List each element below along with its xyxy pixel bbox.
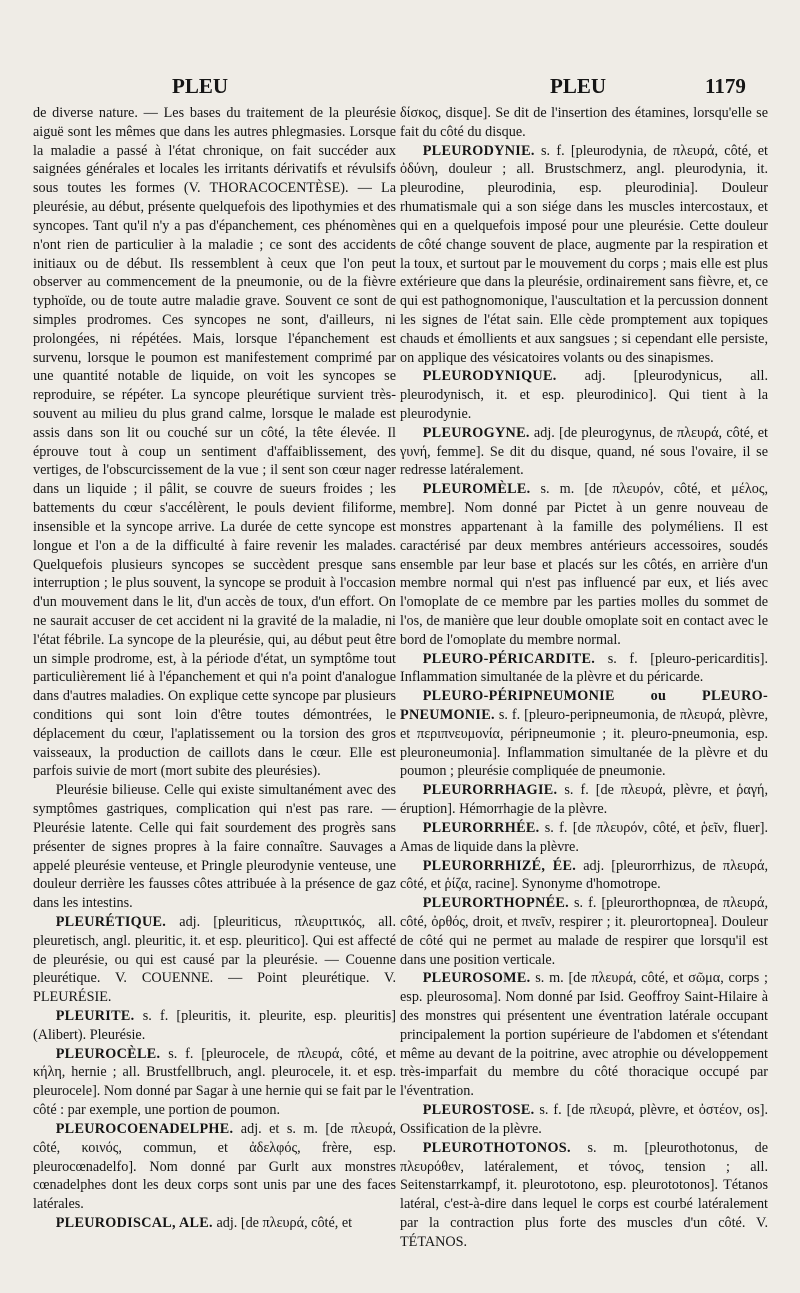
entry-headword: PLEURITE. [55, 1008, 135, 1024]
entry-definition: s. m. [de πλευρόν, côté, et μέλος, membre]. Nom donné par Pictet à un genre nouveau de monstres appartenant à la famille des polyméliens. Il est caractérisé par deux membres antérieurs accessoires, soudés ensemble par leur base et placés sur les côtés, en arrière d'un membre normal qui n'est pas influencé par eux, et liés avec l'omoplate de ce membre par les parties molles du sommet de l'os, de manière que leur double omoplate soit en contact avec le bord de l'omoplate du membre normal. [400, 481, 768, 648]
right-running-title: PLEU [550, 74, 607, 98]
entry-headword: PLEUROTHOTONOS. [422, 1139, 571, 1156]
dictionary-entry [400, 857, 768, 895]
entry-headword: PLEUROCOENADELPHE. [55, 1120, 234, 1137]
dictionary-entry [33, 913, 396, 1007]
entry-definition: s. m. [de πλευρά, côté, et σῶμα, corps ; esp. pleurosoma]. Nom donné par Isid. Geoffroy Saint-Hilaire à des monstres qui présentent une éventration latérale occupant principalement la portion supérieure de l'abdomen et s'étendant même au devant de la poitrine, avec atrophie ou développement très-imparfait du membre du côté thoracique occupé par l'éventration. [400, 970, 768, 1100]
entry-definition: s. m. [pleurothotonus, de πλευρόθεν, latéralement, et τόνος, tension ; all. Seitenstarrkampf, it. pleurototono, esp. pleurototonos]. Tétanos latéral, c'est-à-dire dans lequel le corps est courbé latéralement par la contraction plus forte des muscles d'un côté. V. TÉTANOS. [400, 1139, 768, 1250]
continued-paragraph: de diverse nature. — Les bases du traitement de la pleurésie aiguë sont les mêmes que dans les autres phlegmasies. Lorsque la maladie a passé à l'état chronique, on fait succéder aux saignées générales et locales les irritants dérivatifs et révulsifs sous toutes les formes (V. THORACOCENTÈSE). — La pleurésie, au début, présente quelquefois des lipothymies et des syncopes. Tant qu'il n'y a pas d'épanchement, ces phénomènes n'ont rien de particulier à la maladie ; ce sont des accidents initiaux ou de début. Ils ressemblent à ceux que l'on peut observer au commencement de la pneumonie, ou de la fièvre typhoïde, ou de toute autre maladie grave. Souvent ce sont de simples prodromes. Ces syncopes ne sont, d'ailleurs, ni prolongées, ni répétées. Mais, lorsque l'épanchement est survenu, lorsque le poumon est manifestement comprimé par une quantité notable de liquide, on voit les syncopes se reproduire, se répéter. La syncope pleurétique survient très-souvent au milieu du plus grand calme, lorsque le malade est assis dans son lit ou couché sur un côté, la tête élevée. Il éprouve tout à coup un sentiment d'affaiblissement, des vertiges, de l'obscurcissement de la vue ; il sent son cœur nager dans un liquide ; il pâlit, se couvre de sueurs froides ; les battements du cœur s'accélèrent, le pouls devient filiforme, insensible et la syncope arrive. La durée de cette syncope est longue et l'on a de la difficulté à faire revenir les malades. Quelquefois plusieurs syncopes se succèdent presque sans interruption ; le plus souvent, la syncope se produit à l'occasion d'un mouvement dans le lit, d'un accès de toux, d'un effort. On ne saurait accuser de cet accident ni la gravité de la maladie, ni l'état fébrile. La syncope de la pleurésie, qui, au début peut être un simple prodrome, est, à la période d'état, un symptôme tout particulièrement lié à l'épanchement et qui n'a point d'analogue dans d'autres maladies. On explique cette syncope par plusieurs conditions qui sont loin d'être toutes démontrées, le déplacement du cœur, l'aplatissement ou la torsion des gros vaisseaux, la production de caillots dans le cœur. Elle est parfois suivie de mort (mort subite des pleurésies). [33, 105, 396, 780]
dictionary-entry [33, 1214, 396, 1233]
entry-headword: PLEUROSOME. [422, 970, 531, 987]
entry-definition: s. f. [de πλευρά, plèvre, et ὀστέον, os]. Ossification de la plèvre. [400, 1102, 768, 1137]
entry-headword: PLEURORRHAGIE. [422, 782, 558, 799]
entry-definition: s. f. [pleurocele, de πλευρά, côté, et κήλη, hernie ; all. Brustfellbruch, angl. pleurocele, it. et esp. pleurocele]. Nom donné par Sagar à une hernie qui se fait par le côté : par exemple, une portion de poumon. [33, 1045, 396, 1119]
page-number: 1179 [705, 74, 746, 98]
entry-definition: s. f. [de πλευρόν, côté, et ῥεῖν, fluer]. Amas de liquide dans la plèvre. [400, 819, 768, 855]
dictionary-entry [400, 650, 768, 688]
entry-definition: adj. [pleurorrhizus, de πλευρά, côté, et ῥίζα, racine]. Synonyme d'homotrope. [400, 857, 768, 893]
entry-headword: PLEURÉTIQUE. [55, 913, 167, 930]
running-header [0, 74, 800, 104]
entry-headword: PLEUROCÈLE. [55, 1045, 161, 1062]
entry-headword: PLEURODISCAL, ALE. [55, 1214, 213, 1231]
dictionary-entry [33, 1045, 396, 1120]
right-column [400, 104, 768, 1252]
entry-definition: s. f. [de πλευρά, plèvre, et ῥαγή, éruption]. Hémorrhagie de la plèvre. [400, 782, 768, 818]
entry-definition: s. f. [pleuro-peripneumonia, de πλευρά, plèvre, et περιπνευμονία, péripneumonie ; it. pleuro-pneumonia, esp. pleuroneumonia]. Inflammation simultanée de la plèvre et du poumon ; pleurésie compliquée de pneumonie. [400, 707, 768, 780]
dictionary-entry [400, 781, 768, 819]
dictionary-entry [400, 1101, 768, 1139]
dictionary-entry [400, 367, 768, 423]
dictionary-entry [400, 819, 768, 857]
left-running-title: PLEU [172, 74, 229, 98]
dictionary-entry [33, 1007, 396, 1045]
dictionary-entry [33, 1120, 396, 1214]
entry-headword: PLEURO-PÉRIPNEUMONIE ou PLEURO-PNEUMONIE. [400, 688, 768, 723]
dictionary-entry [400, 894, 768, 969]
dictionary-entry [400, 969, 768, 1101]
entry-definition: adj. [de pleurogynus, de πλευρά, côté, et γυνή, femme]. Se dit du disque, quand, né sous l'ovaire, il se redresse latéralement. [400, 424, 768, 479]
entry-headword: PLEURORRHÉE. [422, 819, 540, 836]
entry-headword: PLEURO-PÉRICARDITE. [422, 650, 596, 667]
entry-definition: s. f. [pleuritis, it. pleurite, esp. pleuritis] (Alibert). Pleurésie. [33, 1008, 396, 1043]
dictionary-entry [400, 1139, 768, 1252]
entry-headword: PLEUROMÈLE. [422, 481, 531, 498]
entry-headword: PLEURORRHIZÉ, ÉE. [422, 857, 577, 874]
entry-definition: s. f. [pleurorthopnœa, de πλευρά, côté, ὀρθός, droit, et πνεῖν, respirer ; it. pleurortopnea]. Douleur de côté qui ne permet au malade de respirer que lorsqu'il est dans une position verticale. [400, 895, 768, 968]
entry-headword: PLEUROGYNE. [422, 424, 530, 441]
entry-headword: PLEURODYNIQUE. [422, 368, 557, 385]
entry-definition: adj. et s. m. [de πλευρά, côté, κοινός, commun, et ἀδελφός, frère, esp. pleurocœnadelfo]. Nom donné par Gurlt aux monstres cœnadelphes dont les deux corps sont unis par une des faces latérales. [33, 1120, 396, 1213]
entry-definition: adj. [pleurodynicus, all. pleurodynisch, it. et esp. pleurodinico]. Qui tient à la pleurodynie. [400, 368, 768, 422]
paragraph: Pleurésie bilieuse. Celle qui existe simultanément avec des symptômes gastriques, complication qui n'est pas rare. — Pleurésie latente. Celle qui fait sourdement des progrès sans présenter de signes propres à la faire connaître. Sauvages a appelé pleurésie venteuse, et Pringle pleurodynie venteuse, une douleur derrière les fausses côtes attribuée à la présence de gaz dans les intestins. [33, 782, 396, 912]
entry-definition: adj. [pleuriticus, πλευριτικός, all. pleuretisch, angl. pleuritic, it. et esp. pleuritico]. Qui est affecté de pleurésie, ou qui est causé par la pleurésie. — Couenne pleurétique. V. COUENNE. — Point pleurétique. V. PLEURÉSIE. [33, 913, 396, 1006]
entry-definition: s. f. [pleurodynia, de πλευρά, côté, et ὀδύνη, douleur ; all. Brustschmerz, angl. pleurodynia, it. pleurodine, pleurodinia, esp. pleurodinia]. Douleur rhumatismale qui a son siége dans les muscles intercostaux, et qui en a quelquefois imposé pour une pleurésie. Cette douleur de côté change souvent de place, augmente par la respiration et la toux, et surtout par le mouvement du corps ; mais elle est plus extérieure que dans la pleurésie, ordinairement sans fièvre, et, ce qui est pathognomonique, l'auscultation et la percussion donnent les signes de l'état sain. Elle cède promptement aux topiques chauds et émollients et aux sangsues ; si cependant elle persiste, on applique des vésicatoires volants ou des sinapismes. [400, 142, 768, 366]
entry-headword: PLEURODYNIE. [422, 142, 535, 159]
entry-headword: PLEUROSTOSE. [422, 1102, 535, 1119]
dictionary-entry [400, 687, 768, 781]
dictionary-entry [400, 142, 768, 368]
dictionary-entry [400, 480, 768, 649]
entry-definition: s. f. [pleuro-pericarditis]. Inflammation simultanée de la plèvre et du péricarde. [400, 650, 768, 686]
entry-definition: adj. [de πλευρά, côté, et [212, 1214, 353, 1231]
continued-paragraph: δίσκος, disque]. Se dit de l'insertion des étamines, lorsqu'elle se fait du côté du disque. [400, 105, 768, 140]
left-column [33, 104, 396, 1233]
entry-headword: PLEURORTHOPNÉE. [422, 895, 570, 912]
dictionary-entry [400, 424, 768, 480]
